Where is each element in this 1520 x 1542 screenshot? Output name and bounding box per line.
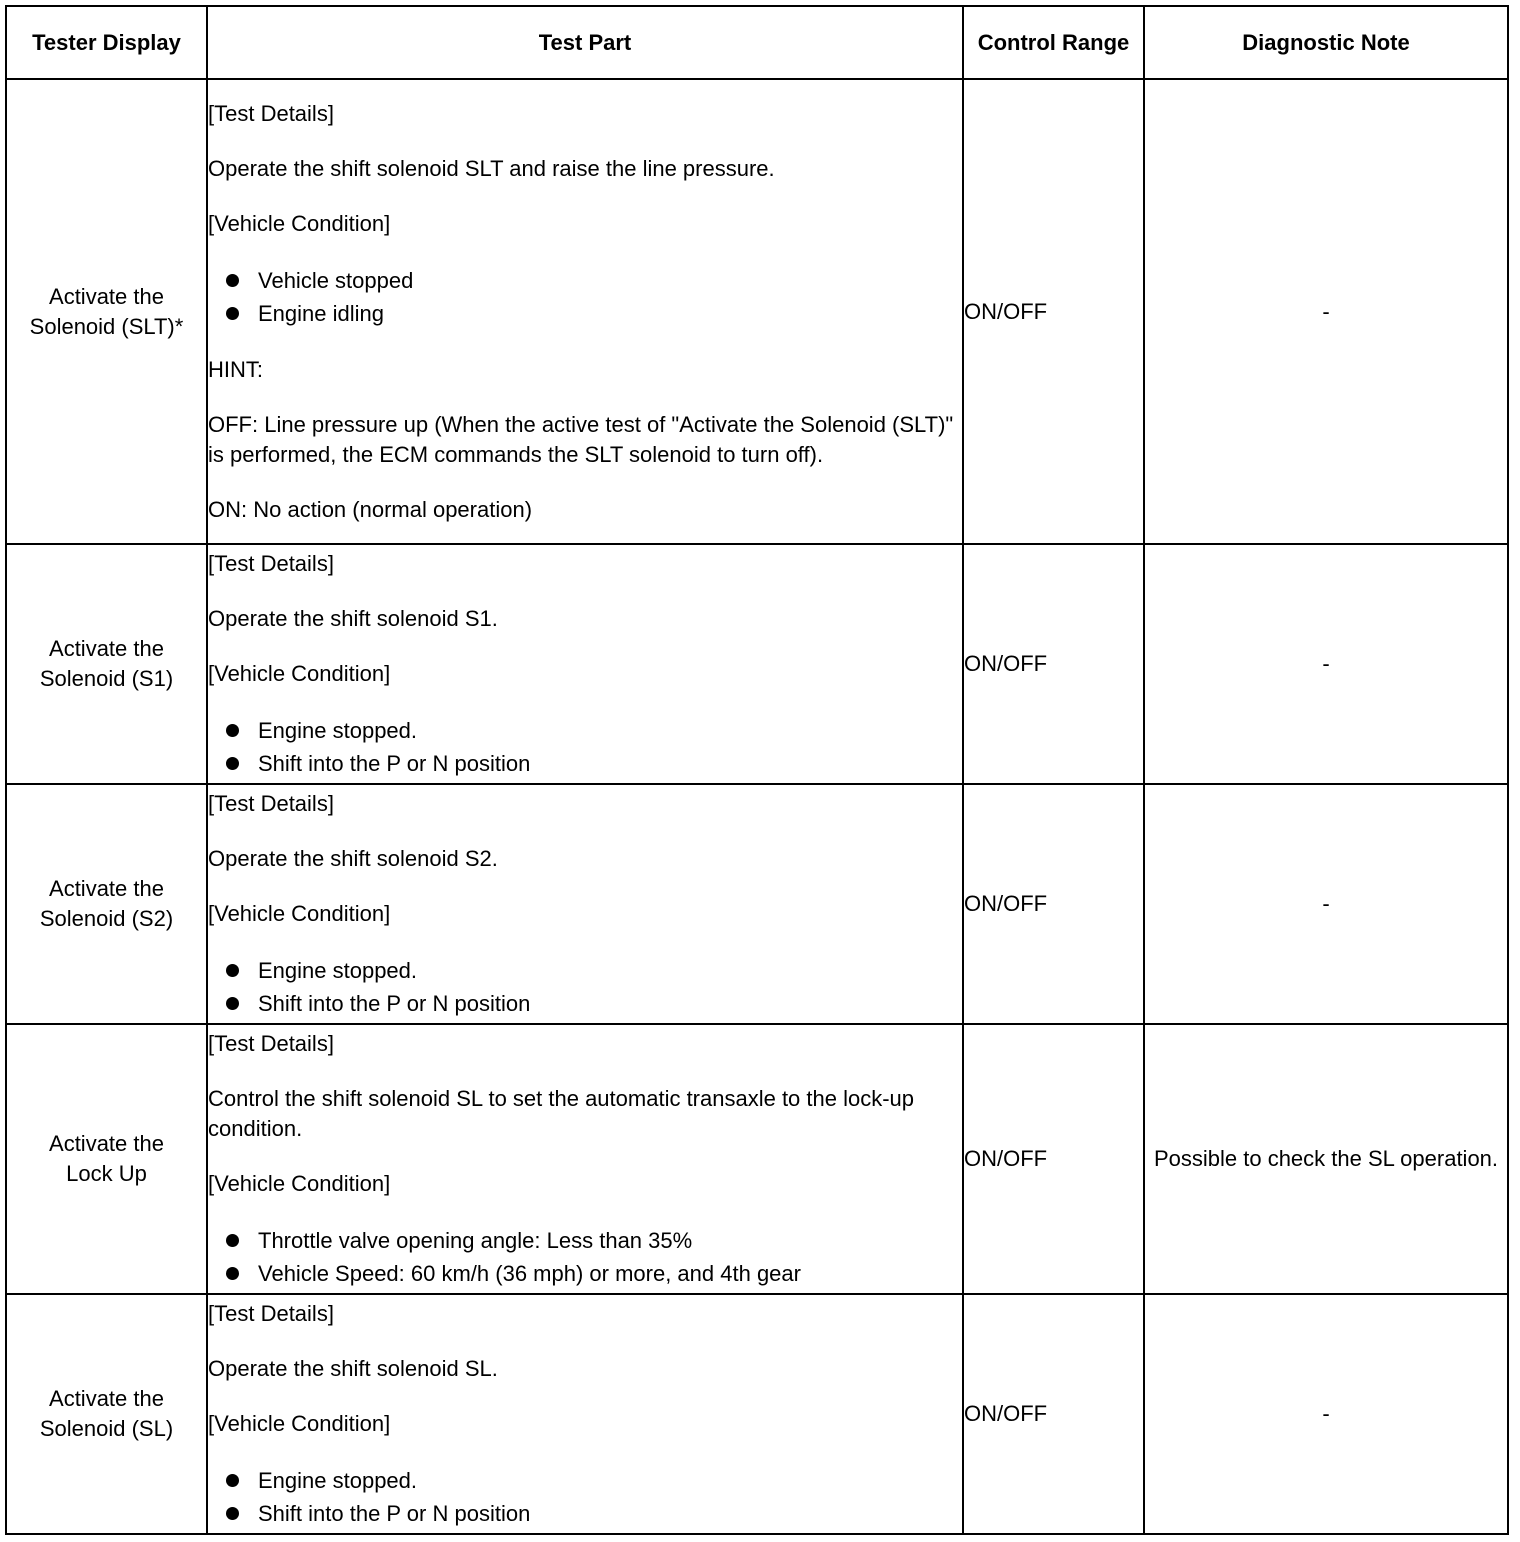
tester-display-cell: [6, 79, 207, 544]
list-item: Engine idling: [208, 297, 962, 330]
test-details-text: Operate the shift solenoid SLT and raise the line pressure.: [208, 155, 775, 181]
table-row: [6, 544, 1508, 784]
vehicle-condition-heading: [Vehicle Condition]: [208, 210, 391, 236]
table-row: [6, 79, 1508, 544]
list-item: Shift into the P or N position: [208, 747, 962, 780]
table-row: [6, 1024, 1508, 1294]
tester-display-line: Activate the: [49, 876, 164, 901]
tester-display-cell: [6, 784, 207, 1024]
vehicle-condition-heading: [Vehicle Condition]: [208, 660, 391, 686]
test-part-cell: [207, 1024, 963, 1294]
control-range-cell: ON/OFF: [963, 544, 1144, 784]
control-range-cell: ON/OFF: [963, 1024, 1144, 1294]
hint-text: OFF: Line pressure up (When the active test of "Activate the Solenoid (SLT)" is performed, the ECM commands the SLT solenoid to turn off).: [208, 411, 954, 467]
tester-display-line: Lock Up: [66, 1161, 147, 1186]
tester-display-line: Activate the: [49, 636, 164, 661]
diagnostic-note-cell: Possible to check the SL operation.: [1144, 1024, 1508, 1294]
test-details-text: Control the shift solenoid SL to set the automatic transaxle to the lock-up condition.: [208, 1085, 915, 1141]
test-details-heading: [Test Details]: [208, 100, 334, 126]
list-item: Vehicle stopped: [208, 264, 962, 297]
test-details-text: Operate the shift solenoid S2.: [208, 845, 498, 871]
header-tester-display: Tester Display: [6, 6, 207, 79]
header-control-range: Control Range: [963, 6, 1144, 79]
diagnostic-note-cell: -: [1144, 544, 1508, 784]
test-details-heading: [Test Details]: [208, 790, 334, 816]
list-item: Vehicle Speed: 60 km/h (36 mph) or more, and 4th gear: [208, 1257, 962, 1290]
tester-display-line: Activate the: [49, 1131, 164, 1156]
test-part-cell: [207, 784, 963, 1024]
control-range-cell: ON/OFF: [963, 79, 1144, 544]
test-part-cell: [207, 1294, 963, 1534]
diagnostic-note-cell: -: [1144, 1294, 1508, 1534]
tester-display-cell: [6, 544, 207, 784]
header-row: [6, 6, 1508, 79]
table-row: [6, 1294, 1508, 1534]
test-details-heading: [Test Details]: [208, 1030, 334, 1056]
tester-display-cell: [6, 1024, 207, 1294]
header-diagnostic-note: Diagnostic Note: [1144, 6, 1508, 79]
test-details-heading: [Test Details]: [208, 550, 334, 576]
tester-display-line: Activate the: [49, 1386, 164, 1411]
test-details-text: Operate the shift solenoid SL.: [208, 1355, 498, 1381]
vehicle-condition-list: [208, 1464, 962, 1530]
test-details-heading: [Test Details]: [208, 1300, 334, 1326]
tester-display-line: Solenoid (SL): [39, 1416, 174, 1441]
vehicle-condition-heading: [Vehicle Condition]: [208, 1410, 391, 1436]
list-item: Throttle valve opening angle: Less than 35%: [208, 1224, 962, 1257]
vehicle-condition-heading: [Vehicle Condition]: [208, 900, 391, 926]
tester-display-line: Solenoid (SLT)*: [29, 313, 184, 339]
test-part-cell: [207, 544, 963, 784]
list-item: Engine stopped.: [208, 714, 962, 747]
vehicle-condition-heading: [Vehicle Condition]: [208, 1170, 391, 1196]
tester-display-line: Solenoid (S2): [39, 906, 174, 931]
vehicle-condition-list: [208, 264, 962, 330]
control-range-cell: ON/OFF: [963, 784, 1144, 1024]
hint-heading: HINT:: [208, 356, 263, 382]
list-item: Engine stopped.: [208, 1464, 962, 1497]
list-item: Engine stopped.: [208, 954, 962, 987]
list-item: Shift into the P or N position: [208, 987, 962, 1020]
table-row: [6, 784, 1508, 1024]
active-test-table: [5, 5, 1509, 1535]
vehicle-condition-list: [208, 714, 962, 780]
list-item: Shift into the P or N position: [208, 1497, 962, 1530]
vehicle-condition-list: [208, 1224, 962, 1290]
tester-display-line: Activate the: [49, 283, 164, 309]
test-details-text: Operate the shift solenoid S1.: [208, 605, 498, 631]
diagnostic-note-cell: -: [1144, 79, 1508, 544]
vehicle-condition-list: [208, 954, 962, 1020]
test-part-cell: [207, 79, 963, 544]
tester-display-cell: [6, 1294, 207, 1534]
header-test-part: Test Part: [207, 6, 963, 79]
hint-text: ON: No action (normal operation): [208, 496, 533, 522]
control-range-cell: ON/OFF: [963, 1294, 1144, 1534]
diagnostic-note-cell: -: [1144, 784, 1508, 1024]
tester-display-line: Solenoid (S1): [39, 666, 174, 691]
